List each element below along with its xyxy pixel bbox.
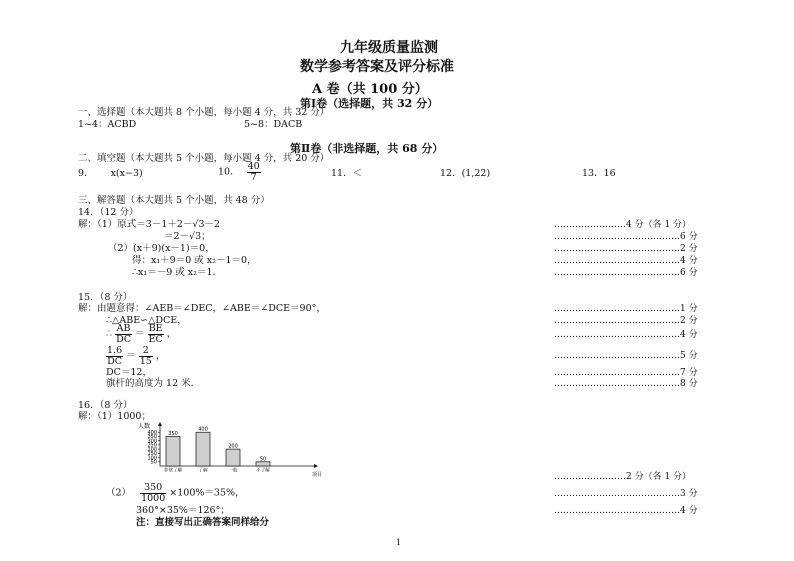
q15-eq-sign: ＝ <box>126 350 136 362</box>
q15-score3: ……………………………………4 分 <box>554 330 698 340</box>
q10-fraction <box>247 162 261 183</box>
q15-score1: ……………………………………1 分 <box>554 304 698 314</box>
q10-denominator: 7 <box>250 172 257 183</box>
page-number: 1 <box>396 538 402 547</box>
section3-heading: 三、解答题（本大题共 5 个小题，共 48 分） <box>78 195 270 206</box>
q10-answer <box>218 162 261 183</box>
y-tick-label: 250 <box>147 442 157 449</box>
q15-score6: ……………………………………8 分 <box>554 379 698 389</box>
q14-line3: （2）(x＋9)(x－1)＝0， <box>108 243 215 254</box>
q9-value: x(x−3) <box>110 168 143 179</box>
category-label: 不了解 <box>256 468 270 474</box>
q16-score1: ……………………2 分（各 1 分） <box>554 472 692 482</box>
q16-part2-label: （2） <box>106 487 132 499</box>
q14-line4: 得：x₁＋9＝0 或 x₂－1＝0， <box>132 255 257 266</box>
q15-line1: 解：由题意得：∠AEB＝∠DEC，∠ABE＝∠DCE＝90°， <box>78 303 326 314</box>
page-title: 九年级质量监测 <box>340 40 438 56</box>
q16-line3: 360°×35%＝126°； <box>136 505 230 516</box>
q15-score2: ……………………………………2 分 <box>554 316 698 326</box>
q14-score2: ……………………………………6 分 <box>554 232 698 242</box>
q14-score3: ……………………………………2 分 <box>554 244 698 254</box>
q15-ratio-1-den: DC <box>116 334 131 345</box>
bar-3 <box>256 462 270 466</box>
q14-score5: ……………………………………6 分 <box>554 268 698 278</box>
q15-eq-comma: ， <box>155 350 166 362</box>
y-tick-label: 400 <box>147 430 157 437</box>
y-tick-label: 100 <box>147 455 157 462</box>
bar-0 <box>166 436 180 466</box>
q14-score4: ……………………………………4 分 <box>554 256 698 266</box>
q15-eq-2-num: 2 <box>139 346 153 357</box>
part2-heading: 第Ⅱ卷（非选择题，共 68 分） <box>290 142 444 155</box>
q15-eq-1 <box>106 346 123 367</box>
q15-line2: ∴△ABE∽△DCE， <box>106 315 187 326</box>
section1-heading: 一、选择题（本大题共 8 个小题，每小题 4 分，共 32 分） <box>78 107 330 118</box>
q16-note: 注：直接写出正确答案同样给分 <box>136 517 270 528</box>
q15-score4: ……………………………………5 分 <box>554 351 698 361</box>
q16-percent: ×100%＝35%， <box>169 487 245 499</box>
section1-answers-5to8: 5~8：DACB <box>244 119 303 130</box>
q15-ratio-1 <box>115 324 132 345</box>
y-tick-label: 150 <box>147 451 157 458</box>
x-axis-arrow <box>314 464 318 468</box>
bar-value-label: 200 <box>228 443 238 450</box>
bar-value-label: 350 <box>168 430 178 437</box>
section1-answers-1to4: 1~4：ACBD <box>78 119 137 130</box>
q16-line1: 解：（1）1000； <box>78 411 151 422</box>
y-tick-label: 350 <box>147 434 157 441</box>
q16-score3: ……………………………………4 分 <box>554 506 698 516</box>
q10-label: 10． <box>218 166 240 178</box>
q11-answer: 11．＜ <box>331 168 363 179</box>
category-label: 一般 <box>228 468 238 474</box>
q15-score5: ……………………………………7 分 <box>554 368 698 378</box>
page-subtitle: 数学参考答案及评分标准 <box>300 59 454 75</box>
q15-eq-1-num: 1.6 <box>107 345 123 356</box>
q9-label: 9． <box>78 168 94 179</box>
q10-numerator: 40 <box>247 161 260 172</box>
q14-title: 14．（12 分） <box>78 207 139 218</box>
q15-line5: DC＝12， <box>106 367 152 378</box>
bar-1 <box>196 432 210 466</box>
q15-line3 <box>106 324 176 345</box>
q15-line6: 旗杆的高度为 12 米． <box>106 378 201 389</box>
section2-heading: 二、填空题（本大题共 5 个小题，每小题 4 分，共 20 分） <box>78 153 330 164</box>
q15-eq-2 <box>139 346 153 367</box>
x-axis-label: 项目 <box>312 472 323 478</box>
q16-fraction-num: 350 <box>140 483 166 494</box>
q15-ratio-1-num: AB <box>116 323 131 334</box>
q14-line1: 解：（1）原式＝3－1＋2－√3－2 <box>78 219 221 230</box>
q16-score2: ……………………………………3 分 <box>554 489 698 499</box>
q15-line4 <box>106 346 165 367</box>
q15-therefore: ∴ <box>106 328 113 340</box>
q9-answer <box>78 168 143 180</box>
part1-heading: 第Ⅰ卷（选择题，共 32 分） <box>300 97 439 110</box>
bar-2 <box>226 449 240 466</box>
q16-fraction-den: 1000 <box>141 493 166 504</box>
q15-title: 15．（8 分） <box>78 292 133 303</box>
q14-score1: ……………………4 分（各 1 分） <box>554 220 692 230</box>
q16-bar-chart <box>136 420 326 478</box>
y-axis-arrow <box>158 422 162 426</box>
category-label: 了解 <box>198 468 208 474</box>
q15-equals: ＝ <box>135 328 145 340</box>
y-axis-label: 人数 <box>138 423 151 430</box>
bar-value-label: 400 <box>198 426 208 433</box>
y-tick-label: 200 <box>147 446 157 453</box>
q15-eq-1-den: DC <box>107 356 122 367</box>
q15-ratio-2-den: EC <box>148 334 163 345</box>
q16-fraction <box>140 483 166 504</box>
category-label: 非常了解 <box>163 468 183 474</box>
q15-ratio-2 <box>148 324 164 345</box>
y-tick-label: 50 <box>150 459 157 466</box>
q16-title: 16．（8 分） <box>78 400 133 411</box>
q14-line5: ∴x₁＝－9 或 x₂＝1． <box>132 267 223 278</box>
q13-answer: 13．16 <box>582 168 616 179</box>
q14-line2: ＝2－√3； <box>164 231 211 242</box>
volume-heading: A 卷（共 100 分） <box>312 82 428 97</box>
y-tick-label: 300 <box>147 438 157 445</box>
q16-line2 <box>106 483 245 504</box>
q15-eq-2-den: 15 <box>139 356 152 367</box>
bar-value-label: 50 <box>259 456 267 463</box>
q12-answer: 12．(1,22) <box>440 168 491 179</box>
q15-ratio-2-num: BE <box>148 323 163 334</box>
q15-comma: ， <box>166 328 177 340</box>
